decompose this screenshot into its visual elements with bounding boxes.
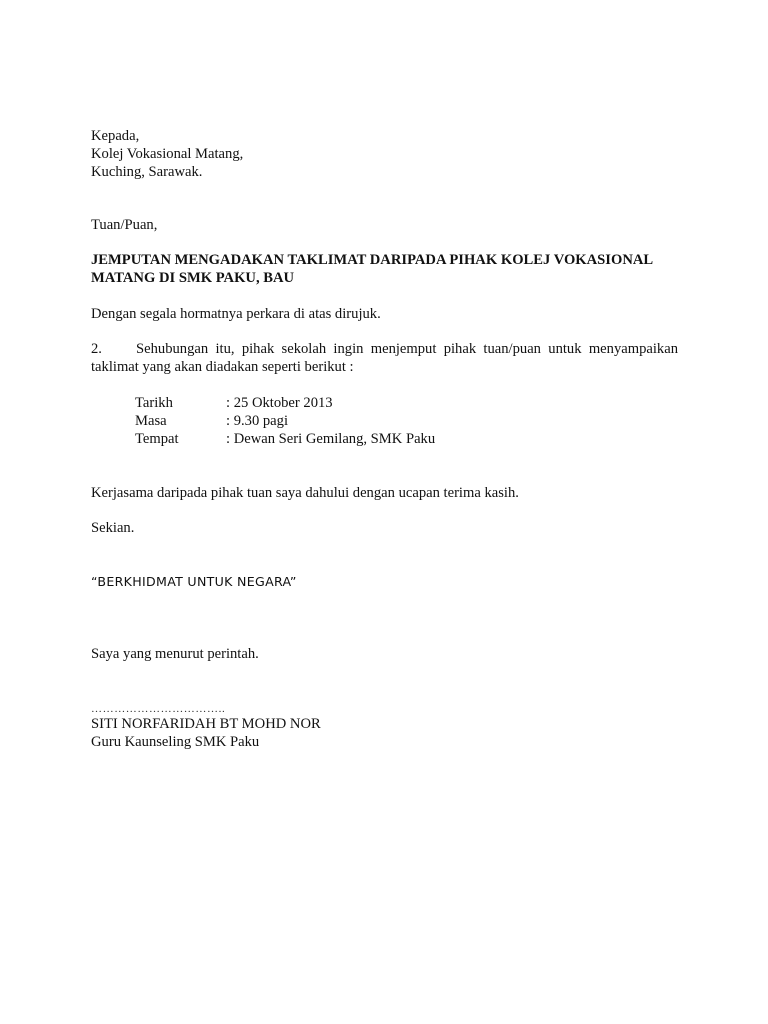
paragraph-1 <box>91 305 678 323</box>
detail-value: : Dewan Seri Gemilang, SMK Paku <box>226 431 436 447</box>
detail-label: Masa <box>135 413 167 429</box>
detail-label: Tempat <box>135 431 179 447</box>
paragraph-3 <box>91 484 678 502</box>
greeting <box>91 216 678 234</box>
motto <box>91 573 678 591</box>
closing-text: Sekian. <box>91 520 135 536</box>
signatory-name: SITI NORFARIDAH BT MOHD NOR <box>91 716 321 732</box>
recipient-line-2: Kuching, Sarawak. <box>91 164 203 180</box>
subject-line-2: MATANG DI SMK PAKU, BAU <box>91 270 295 286</box>
subject-line-1: JEMPUTAN MENGADAKAN TAKLIMAT DARIPADA PIHAK KOLEJ VOKASIONAL <box>91 252 654 268</box>
paragraph-1-text: Dengan segala hormatnya perkara di atas dirujuk. <box>91 306 381 322</box>
paragraph-number: 2. <box>91 341 102 357</box>
signatory-title: Guru Kaunseling SMK Paku <box>91 734 260 750</box>
detail-label: Tarikh <box>135 395 173 411</box>
signatory <box>91 715 678 751</box>
paragraph-3-text: Kerjasama daripada pihak tuan saya dahului dengan ucapan terima kasih. <box>91 485 519 501</box>
closing <box>91 519 678 537</box>
greeting-text: Tuan/Puan, <box>91 217 158 233</box>
subject-heading <box>91 251 678 287</box>
recipient-line-1: Kolej Vokasional Matang, <box>91 146 244 162</box>
paragraph-2-line-1 <box>91 340 678 358</box>
detail-value: : 25 Oktober 2013 <box>226 395 333 411</box>
paragraph-2 <box>91 340 678 376</box>
sign-off <box>91 645 678 663</box>
sign-off-text: Saya yang menurut perintah. <box>91 646 259 662</box>
recipient-address <box>91 127 678 181</box>
signature-dots: …………………………….. <box>91 703 226 715</box>
paragraph-2-line-1-text: Sehubungan itu, pihak sekolah ingin menjemput pihak tuan/puan untuk menyampaikan <box>136 341 678 357</box>
motto-text: “BERKHIDMAT UNTUK NEGARA” <box>91 574 297 589</box>
detail-value: : 9.30 pagi <box>226 413 289 429</box>
recipient-salutation: Kepada, <box>91 128 140 144</box>
paragraph-2-line-2: taklimat yang akan diadakan seperti berikut : <box>91 359 354 375</box>
